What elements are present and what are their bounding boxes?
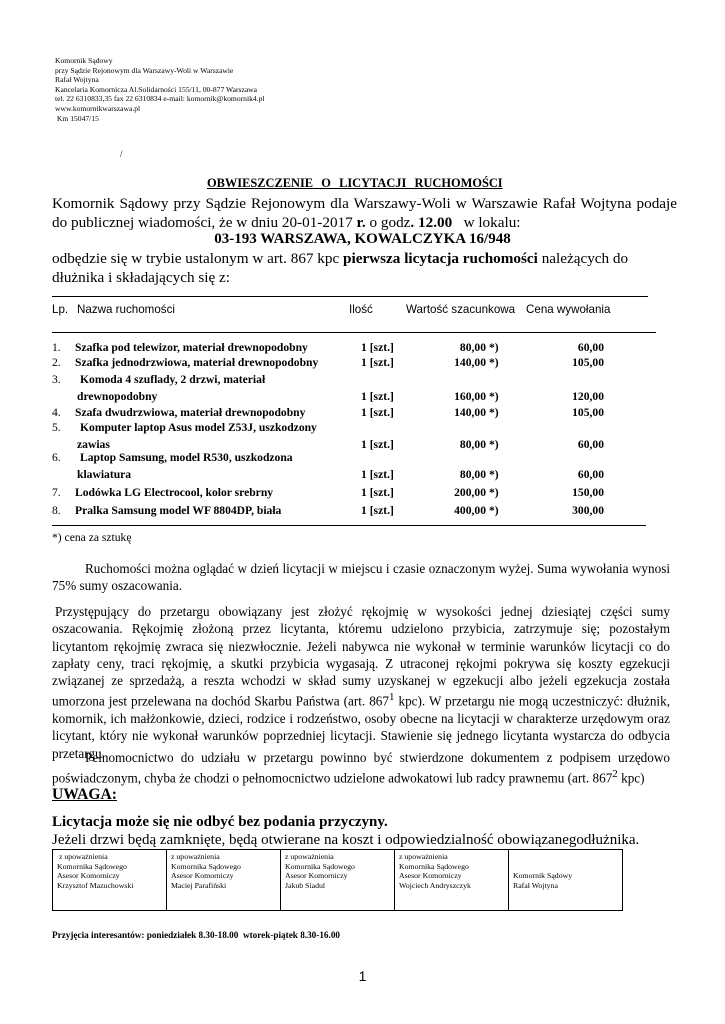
paragraph-power-of-attorney [52,749,670,787]
sig-line: Asesor Komorniczy [57,871,120,881]
letterhead-line: Kancelaria Komornicza Al.Solidarności 155/11, 00-877 Warszawa [55,84,258,94]
auction-time: . 12.00 [410,213,453,231]
row-name: Komoda 4 szuflady, 2 drzwi, materiał [80,373,266,386]
letterhead-line: przy Sądzie Rejonowym dla Warszawy-Woli w Warszawie [55,65,234,75]
row-name: Laptop Samsung, model R530, uszkodzona [80,451,293,464]
sig-line: Komornika Sądowego [171,861,241,871]
slash-mark: / [120,149,123,159]
letterhead-line: Rafał Wojtyna [55,75,99,85]
row-value: 80,00 [459,341,486,354]
table-header-rule [52,332,656,333]
first-auction: pierwsza licytacja ruchomości [343,250,538,267]
signature-table [52,849,623,911]
intro-paragraph-2 [52,250,677,287]
table-top-rule [52,296,648,297]
row-name-continued: klawiatura [77,468,132,481]
row-qty: 1 [szt.] [361,486,394,499]
signature-cell [395,850,509,911]
row-lp: 1. [52,341,61,354]
warning-line-1: Licytacja może się nie odbyć bez podania przyczyny. [52,814,388,830]
intro-text: o godz [365,213,411,231]
row-price: 120,00 [572,390,604,403]
signature-cell [53,850,167,911]
header-name: Nazwa ruchomości [77,303,175,316]
row-qty: 1 [szt.] [361,390,394,403]
warning-heading: UWAGA: [52,786,117,803]
warning-line-2: Jeżeli drzwi będą zamknięte, będą otwierane na koszt i odpowiedzialność obowiązanegodłużnika. [52,832,640,848]
row-mark: *) [489,341,499,354]
letterhead-line: www.komornikwarszawa.pl [55,103,141,113]
signature-cell [167,850,281,911]
signature-cell [509,850,623,911]
row-lp: 5. [52,421,61,434]
footnote: *) cena za sztukę [52,531,132,544]
letterhead [55,56,264,123]
attorney-text: Pełnomocnictwo do udziału w przetargu powinno być stwierdzone dokumentem z podpisem urzędowo poświadczonym, chyba że chodzi o pełnomocnictwo udzielone adwokatowi lub radcy prawnemu (art. 867 [52,750,670,786]
sig-line: Komornika Sądowego [285,861,355,871]
attorney-text: kpc) [617,770,645,786]
row-value: 80,00 [459,438,486,451]
sig-line: Komornik Sądowy [513,871,573,880]
article-superscript: 2 [612,768,618,781]
sig-line: z upoważnienia [399,852,448,861]
signature-cell [281,850,395,911]
row-value: 140,00 [454,406,486,419]
intro-paragraph [52,195,677,232]
row-mark: *) [489,486,499,499]
auction-address: 03-193 WARSZAWA, KOWALCZYKA 16/948 [214,231,511,247]
office-hours: Przyjęcia interesantów: poniedziałek 8.30-18.00 wtorek-piątek 8.30-16.00 [52,930,341,940]
intro-text: należących do dłużnika i składających się z: [52,250,629,286]
header-qty: Ilość [349,303,373,316]
sig-line: Asesor Komorniczy [285,871,348,881]
intro-bold: r. [356,213,366,231]
row-mark: *) [489,468,499,481]
row-price: 60,00 [577,341,604,354]
letterhead-line: Komornik Sądowy [55,56,113,65]
row-mark: *) [489,406,499,419]
row-name: Szafa dwudrzwiowa, materiał drewnopodobny [75,406,306,419]
header-value: Wartość szacunkowa [406,303,516,316]
sig-name: Jakub Siadul [285,880,326,890]
row-value: 160,00 [454,390,486,403]
sig-spacer [513,852,618,871]
row-name: Komputer laptop Asus model Z53J, uszkodzony [80,421,317,434]
row-name: Lodówka LG Electrocool, kolor srebrny [75,486,274,499]
row-value: 140,00 [454,356,486,369]
sig-name: Krzysztof Mazuchowski [57,880,134,890]
intro-text: odbędzie się w trybie ustalonym w art. 867 kpc [52,250,344,267]
row-mark: *) [489,438,499,451]
row-qty: 1 [szt.] [361,341,394,354]
sig-name: Wojciech Andryszczyk [399,880,471,890]
table-bottom-rule [52,525,646,526]
intro-text: w lokalu: [452,213,521,231]
case-number: Km 15047/15 [55,113,99,123]
row-price: 105,00 [572,356,604,369]
row-value: 200,00 [454,486,486,499]
row-qty: 1 [szt.] [361,504,394,517]
header-lp: Lp. [52,303,69,316]
sig-line: Asesor Komorniczy [399,871,462,881]
row-value: 80,00 [459,468,486,481]
row-name-continued: drewnopodobny [77,390,158,403]
row-price: 60,00 [577,468,604,481]
row-qty: 1 [szt.] [361,406,394,419]
row-lp: 8. [52,504,61,517]
sig-line: z upoważnienia [57,852,108,861]
row-lp: 3. [52,373,61,386]
paragraph-viewing: Ruchomości można oglądać w dzień licytacji w miejscu i czasie oznaczonym wyżej. Suma wywołania wynosi 75% sumy oszacowania. [52,561,670,594]
sig-name: Rafał Wojtyna [513,880,558,890]
intro-text: Komornik Sądowy przy Sądzie Rejonowym dla Warszawy-Woli w Warszawie Rafał Wojtyna podaje do publicznej wiadomości, że w dniu 20-01-2017 [52,195,677,231]
paragraph-deposit [52,603,670,762]
row-price: 60,00 [577,438,604,451]
row-mark: *) [489,504,499,517]
row-price: 300,00 [572,504,604,517]
row-mark: *) [489,390,499,403]
sig-line: Komornika Sądowego [57,861,127,871]
row-name-continued: zawias [77,438,110,451]
row-qty: 1 [szt.] [361,468,394,481]
page-number: 1 [358,968,367,984]
row-lp: 7. [52,486,61,499]
row-lp: 2. [52,356,61,369]
deposit-text: Przystępujący do przetargu obowiązany jest złożyć rękojmię w wysokości jednej dziesiątej części sumy oszacowania. Rękojmię złożoną przez licytanta, któremu udzielono przybicia, zatrzymuje się; pozostałym licytantom rękojmię zwraca się niezwłocznie. Jeżeli nabywca nie wykonał w terminie warunków licytacji co do zapłaty ceny, traci rękojmię, a skutki przybicia wygasają. Z utraconej rękojmi pokrywa się koszty egzekucji związanej ze sprzedażą, a reszta wchodzi w skład sumy uzyskanej w egzekucji albo jeżeli egzekucja została umorzona jest przelewana na dochód Skarbu Państwa (art. 867 [52,604,670,709]
row-name: Pralka Samsung model WF 8804DP, biała [75,504,282,517]
deposit-text: kpc). W przetargu nie mogą uczestniczyć: dłużnik, komornik, ich małżonkowie, dzieci, rodzice i rodzeństwo, osoby obecne na licytacji w charakterze urzędowym oraz licytant, który nie wykonał warunków poprzedniej licytacji. Stawienie się jednego licytanta wystarcza do odbycia przetargu. [52,693,670,761]
letterhead-line: tel. 22 6310833,35 fax 22 6310834 e-mail: komornik@komornik4.pl [55,94,265,104]
row-price: 150,00 [572,486,604,499]
row-qty: 1 [szt.] [361,356,394,369]
row-mark: *) [489,356,499,369]
row-qty: 1 [szt.] [361,438,394,451]
document-title: OBWIESZCZENIE O LICYTACJI RUCHOMOŚCI [207,176,503,190]
header-price: Cena wywołania [526,303,611,316]
sig-name: Maciej Parafiński [171,880,227,890]
row-lp: 4. [52,406,61,419]
sig-line: Komornika Sądowego [399,861,469,871]
row-name: Szafka jednodrzwiowa, materiał drewnopodobny [75,356,319,369]
row-name: Szafka pod telewizor, materiał drewnopodobny [75,341,308,354]
row-lp: 6. [52,451,61,464]
sig-line: z upoważnienia [171,852,220,861]
sig-line: z upoważnienia [285,852,334,861]
row-price: 105,00 [572,406,604,419]
row-value: 400,00 [454,504,486,517]
sig-line: Asesor Komorniczy [171,871,234,881]
article-superscript: 1 [389,691,395,704]
